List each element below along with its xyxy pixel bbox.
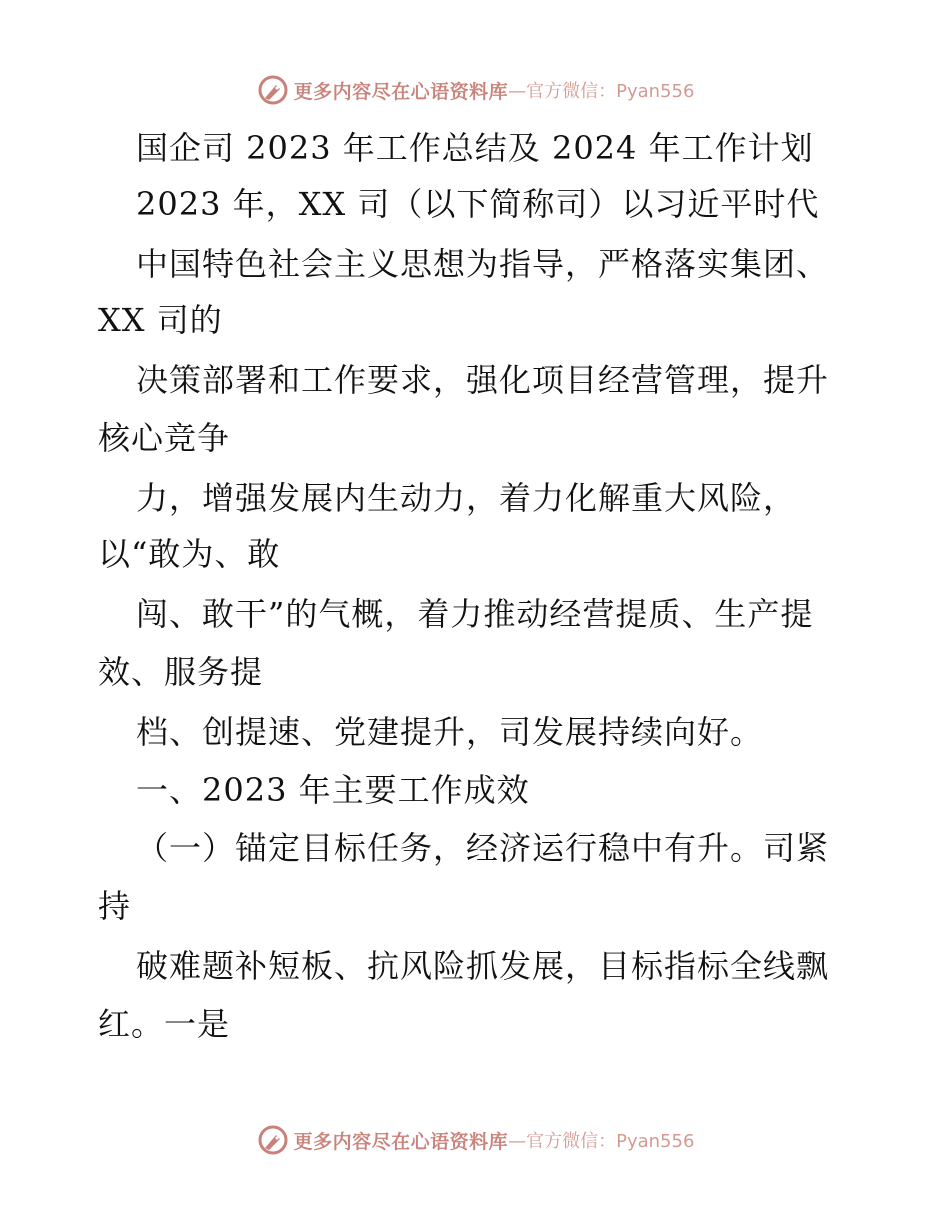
paragraph-line: 2023 年，XX 司（以下简称司）以习近平时代 xyxy=(136,185,820,223)
paragraph-line: XX 司的 xyxy=(98,301,223,339)
watermark-text: 更多内容尽在心语资料库 xyxy=(293,80,509,103)
paragraph-line: 以“敢为、敢 xyxy=(98,535,281,573)
paragraph-line: 力，增强发展内生动力，着力化解重大风险， xyxy=(136,479,797,517)
paragraph-line: 档、创提速、党建提升，司发展持续向好。 xyxy=(136,713,764,751)
paragraph-line: 红。一是 xyxy=(98,1005,231,1043)
paragraph-line: 决策部署和工作要求，强化项目经营管理，提升 xyxy=(136,361,830,399)
header-watermark xyxy=(0,70,950,110)
document-title: 国企司 2023 年工作总结及 2024 年工作计划 xyxy=(136,129,814,167)
watermark-wechat: —官方微信：Pyan556 xyxy=(508,81,695,102)
paragraph-line: 持 xyxy=(98,887,132,925)
paragraph-line: 核心竞争 xyxy=(98,419,231,457)
paragraph-line: 效、服务提 xyxy=(98,653,264,691)
section-heading: 一、2023 年主要工作成效 xyxy=(136,771,530,809)
subsection-heading: （一）锚定目标任务，经济运行稳中有升。司紧 xyxy=(136,829,830,867)
paragraph-line: 中国特色社会主义思想为指导，严格落实集团、 xyxy=(136,245,830,283)
pen-nib-logo-icon xyxy=(256,1123,290,1157)
paragraph-line: 破难题补短板、抗风险抓发展，目标指标全线飘 xyxy=(136,947,830,985)
paragraph-line: 闯、敢干”的气概，着力推动经营提质、生产提 xyxy=(136,595,814,633)
pen-nib-logo-icon xyxy=(256,73,290,107)
watermark-text: 更多内容尽在心语资料库 xyxy=(293,1130,509,1153)
watermark-wechat: —官方微信：Pyan556 xyxy=(508,1131,695,1152)
footer-watermark xyxy=(0,1120,950,1160)
